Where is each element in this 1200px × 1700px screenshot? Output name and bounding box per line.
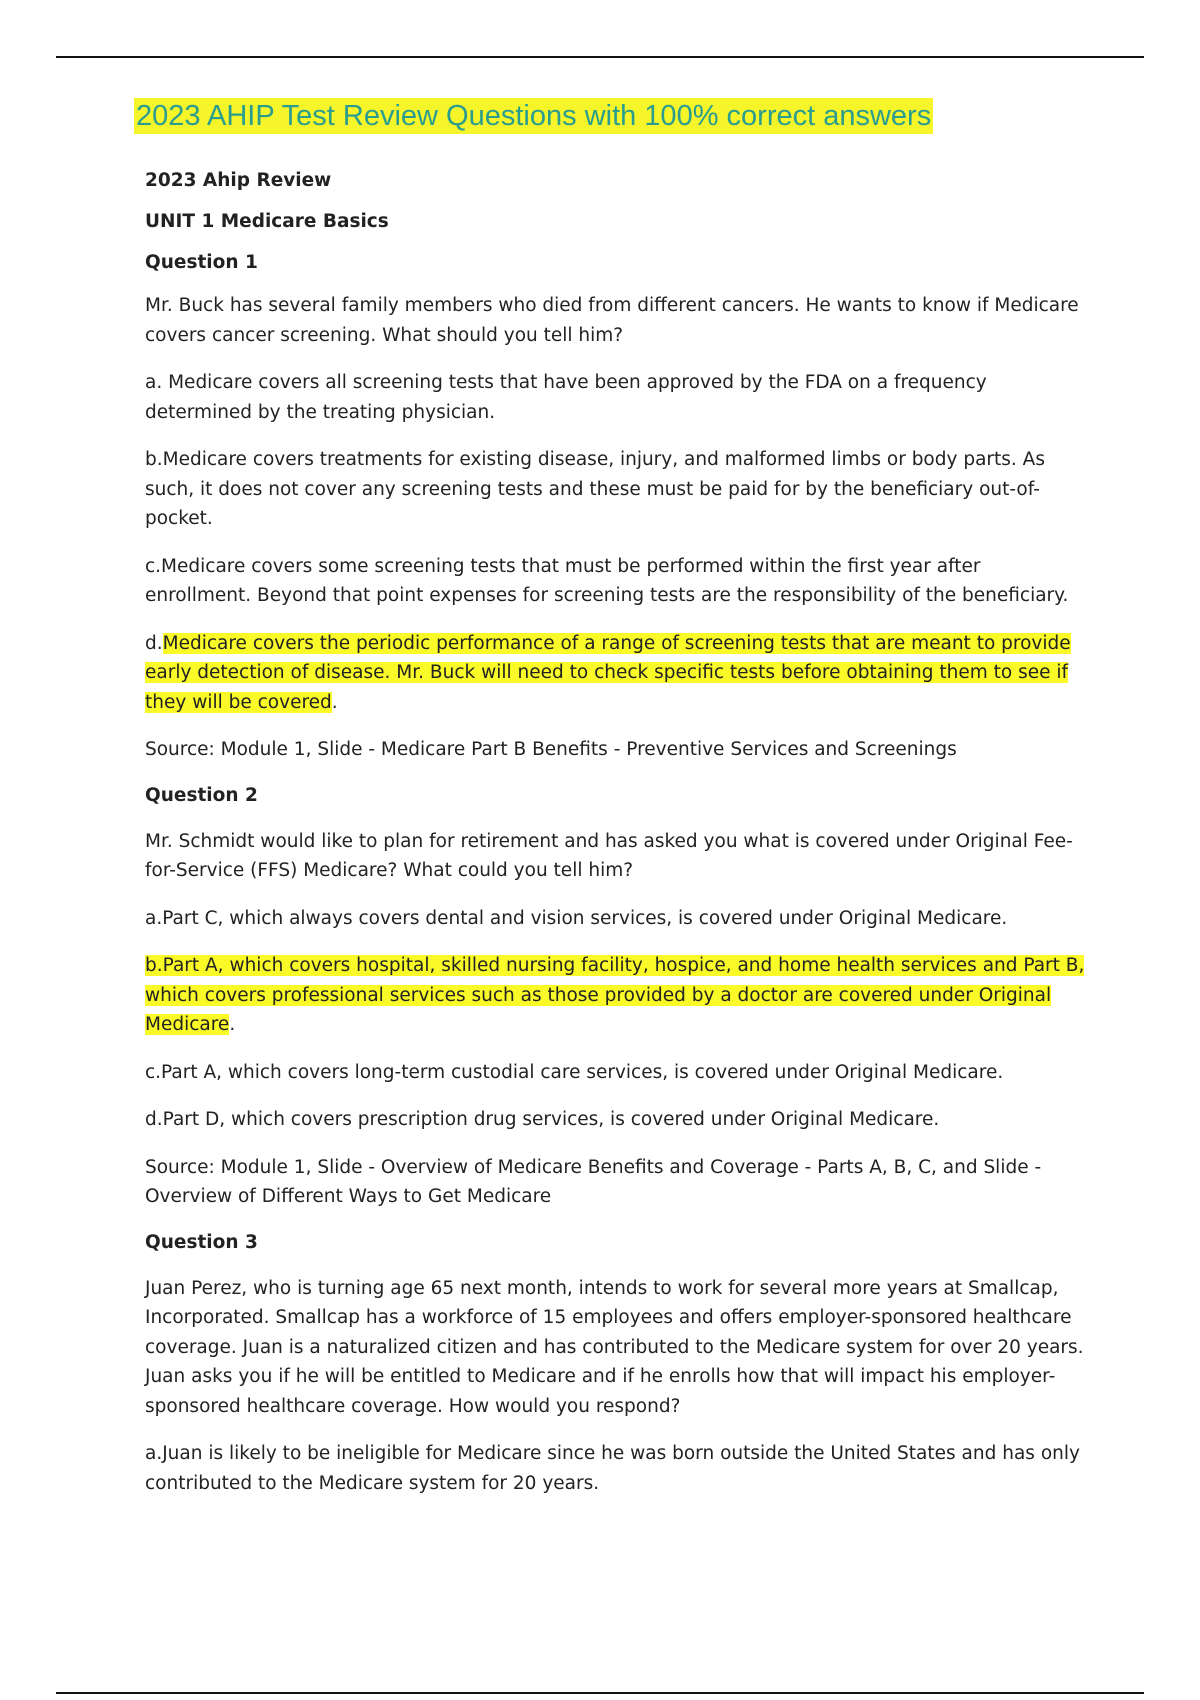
question-2-option-b: [145, 951, 1085, 1040]
document-title: 2023 AHIP Test Review Questions with 100% correct answers: [136, 100, 932, 132]
question-2-option-c: c.Part A, which covers long-term custodial care services, is covered under Original Medicare.: [145, 1061, 1004, 1083]
unit-heading: UNIT 1 Medicare Basics: [145, 211, 389, 232]
question-2-heading: Question 2: [145, 784, 258, 806]
question-2-option-d: d.Part D, which covers prescription drug services, is covered under Original Medicare.: [145, 1109, 940, 1130]
question-2-source: Source: Module 1, Slide - Overview of Medicare Benefits and Coverage - Parts A, B, C, and Slide - Overview of Different Ways to Get Medicare: [145, 1156, 1042, 1207]
question-1-option-a: a. Medicare covers all screening tests that have been approved by the FDA on a frequency determined by the treating physician.: [145, 372, 987, 423]
question-3-heading: Question 3: [145, 1231, 258, 1253]
question-1-option-b: b.Medicare covers treatments for existing disease, injury, and malformed limbs or body parts. As such, it does not cover any screening tests and these must be paid for by the beneficiary out-of-pocket.: [145, 449, 1045, 529]
document-body: [145, 168, 1085, 1498]
question-1-heading: Question 1: [145, 252, 258, 273]
question-2-stem: Mr. Schmidt would like to plan for retirement and has asked you what is covered under Original Fee-for-Service (FFS) Medicare? What could you tell him?: [145, 830, 1073, 881]
option-suffix: .: [331, 691, 338, 713]
question-3-stem: Juan Perez, who is turning age 65 next month, intends to work for several more years at Smallcap, Incorporated. Smallcap has a workforce of 15 employees and offers employer-sponsored healthcare coverage. Juan is a naturalized citizen and has contributed to the Medicare system for over 20 years. Juan asks you if he will be entitled to Medicare and if he enrolls how that will impact his employer-sponsored healthcare coverage. How would you respond?: [145, 1277, 1084, 1417]
review-heading: 2023 Ahip Review: [145, 170, 332, 191]
bottom-rule: [56, 1692, 1144, 1694]
question-1-option-d: [145, 629, 1085, 718]
question-1-stem: Mr. Buck has several family members who died from different cancers. He wants to know if Medicare covers cancer screening. What should you tell him?: [145, 295, 1079, 346]
question-2-option-a: a.Part C, which always covers dental and vision services, is covered under Original Medicare.: [145, 907, 1008, 929]
correct-answer-highlight: b.Part A, which covers hospital, skilled nursing facility, hospice, and home health services and Part B, which covers professional services such as those provided by a doctor are covered under Original Medicare: [145, 955, 1085, 1035]
question-3-option-a: a.Juan is likely to be ineligible for Medicare since he was born outside the United States and has only contributed to the Medicare system for 20 years.: [145, 1443, 1080, 1494]
question-1-option-c: c.Medicare covers some screening tests that must be performed within the first year after enrollment. Beyond that point expenses for screening tests are the responsibility of the beneficiary.: [145, 555, 1069, 606]
correct-answer-highlight: Medicare covers the periodic performance of a range of screening tests that are meant to provide early detection of disease. Mr. Buck will need to check specific tests before obtaining them to see if they will be covered: [145, 632, 1071, 713]
option-prefix: d.: [145, 632, 163, 654]
question-1-source: Source: Module 1, Slide - Medicare Part B Benefits - Preventive Services and Screenings: [145, 739, 957, 760]
top-rule: [56, 56, 1144, 58]
option-suffix: .: [229, 1014, 236, 1035]
